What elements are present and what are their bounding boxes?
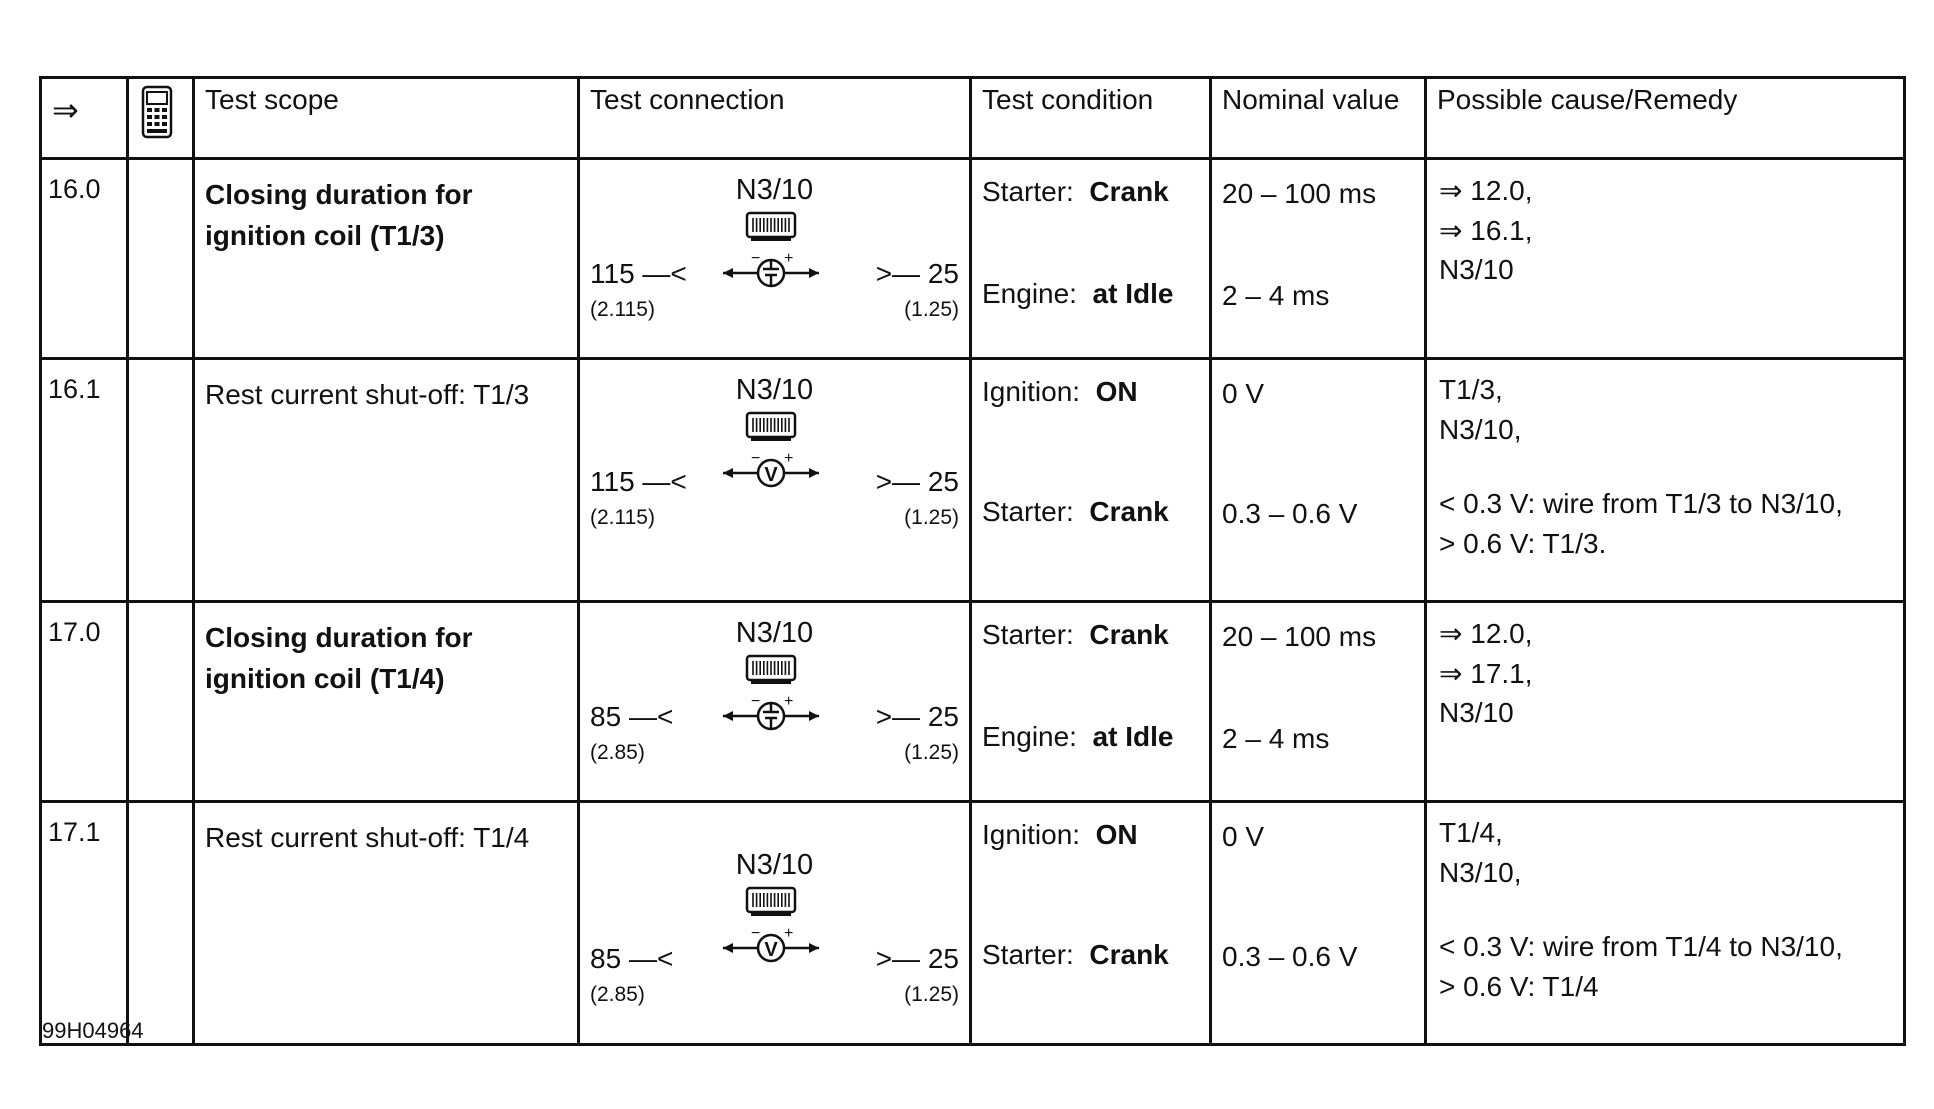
condition-line: [982, 496, 1169, 528]
left-pin-number: 85: [590, 701, 622, 732]
svg-text:V: V: [764, 464, 778, 486]
right-pin-number: 25: [927, 943, 959, 974]
condition-line: [982, 721, 1173, 753]
condition-line: [982, 176, 1169, 208]
possible-cause: [1426, 802, 1905, 1045]
meter-diagram: [721, 885, 821, 976]
nominal-line: 20 – 100 ms: [1222, 621, 1377, 652]
possible-cause: [1426, 159, 1905, 359]
right-pin: [876, 466, 959, 498]
svg-text:+: +: [784, 450, 794, 467]
plug-socket-icon: >—: [875, 258, 921, 289]
nominal-value-header: Nominal value: [1211, 78, 1426, 159]
figure-code: 99H04964: [42, 1018, 144, 1043]
test-table: [39, 76, 1906, 1046]
condition-label: Starter:: [982, 939, 1074, 970]
svg-text:V: V: [764, 939, 778, 961]
left-pin-reference: (2.85): [590, 741, 645, 764]
svg-text:+: +: [784, 693, 794, 710]
possible-cause: [1426, 602, 1905, 802]
possible-cause: [1426, 359, 1905, 602]
left-pin-reference: (2.115): [590, 298, 655, 321]
nominal-line: 0 V: [1222, 821, 1265, 852]
right-pin: [876, 943, 959, 975]
control-module-connector-icon: [747, 413, 795, 441]
plug-socket-icon: —<: [628, 701, 674, 732]
condition-value: at Idle: [1092, 278, 1174, 309]
right-pin-reference: (1.25): [904, 298, 959, 321]
right-pin-number: 25: [927, 701, 959, 732]
test-connection: [579, 802, 971, 1045]
left-pin-number: 115: [590, 258, 635, 289]
step-number: 17.1: [41, 802, 128, 1045]
nominal-value: [1211, 602, 1426, 802]
meter-diagram: [721, 210, 821, 301]
condition-value: at Idle: [1092, 721, 1174, 752]
nominal-line: 20 – 100 ms: [1222, 178, 1377, 209]
test-connection: [579, 602, 971, 802]
control-module-connector-icon: [747, 656, 795, 684]
left-pin-number: 85: [590, 943, 622, 974]
svg-text:−: −: [751, 250, 761, 267]
test-condition: [971, 802, 1211, 1045]
condition-label: Engine:: [982, 278, 1077, 309]
right-pin-reference: (1.25): [904, 741, 959, 764]
tester-cell: [128, 159, 194, 359]
left-pin-reference: (2.85): [590, 983, 645, 1006]
remedy-line: T1/3,: [1439, 374, 1503, 405]
voltmeter-icon: [723, 450, 819, 486]
condition-label: Engine:: [982, 721, 1077, 752]
nominal-line: 2 – 4 ms: [1222, 723, 1330, 754]
remedy-line: T1/4,: [1439, 817, 1503, 848]
tester-cell: [128, 359, 194, 602]
dwell-meter-icon: [723, 250, 819, 286]
goto-column-header: ⇒: [41, 78, 128, 159]
condition-label: Starter:: [982, 619, 1074, 650]
nominal-line: 0.3 – 0.6 V: [1222, 498, 1358, 529]
tester-column-header: [128, 78, 194, 159]
module-label: N3/10: [735, 617, 814, 649]
test-condition: [971, 159, 1211, 359]
remedy-line: < 0.3 V: wire from T1/4 to N3/10,: [1439, 931, 1843, 962]
svg-text:−: −: [751, 450, 761, 467]
nominal-line: 0.3 – 0.6 V: [1222, 941, 1358, 972]
right-pin-reference: (1.25): [904, 983, 959, 1006]
condition-line: [982, 619, 1169, 651]
nominal-line: 2 – 4 ms: [1222, 280, 1330, 311]
left-pin-number: 115: [590, 466, 635, 497]
remedy-line: N3/10: [1439, 697, 1514, 728]
svg-text:+: +: [784, 250, 794, 267]
nominal-value: [1211, 359, 1426, 602]
tester-cell: [128, 802, 194, 1045]
test-scope: Rest current shut-off: T1/4: [194, 802, 579, 1045]
right-pin: [876, 258, 959, 290]
left-pin: [590, 943, 673, 975]
remedy-line: > 0.6 V: T1/3.: [1439, 528, 1607, 559]
right-pin-number: 25: [927, 466, 959, 497]
test-scope: Closing duration for ignition coil (T1/3): [194, 159, 579, 359]
test-connection: [579, 359, 971, 602]
test-connection-header: Test connection: [579, 78, 971, 159]
plug-socket-icon: >—: [875, 943, 921, 974]
plug-socket-icon: —<: [628, 943, 674, 974]
module-label: N3/10: [735, 174, 814, 206]
svg-text:−: −: [751, 925, 761, 942]
remedy-line: ⇒ 12.0,: [1439, 175, 1533, 206]
condition-label: Starter:: [982, 176, 1074, 207]
test-connection: [579, 159, 971, 359]
condition-label: Ignition:: [982, 819, 1081, 850]
nominal-value: [1211, 802, 1426, 1045]
header-row: [41, 78, 1905, 159]
condition-line: [982, 278, 1173, 310]
remedy-line: N3/10,: [1439, 857, 1522, 888]
svg-text:+: +: [784, 925, 794, 942]
remedy-line: ⇒ 16.1,: [1439, 215, 1533, 246]
test-condition-header: Test condition: [971, 78, 1211, 159]
module-label: N3/10: [735, 849, 814, 881]
condition-line: [982, 939, 1169, 971]
meter-diagram: [721, 653, 821, 744]
plug-socket-icon: —<: [642, 466, 687, 497]
nominal-line: 0 V: [1222, 378, 1265, 409]
test-row: [41, 159, 1905, 359]
test-table-sheet: [39, 76, 1906, 1046]
test-scope: Rest current shut-off: T1/3: [194, 359, 579, 602]
right-pin-number: 25: [927, 258, 959, 289]
test-condition: [971, 359, 1211, 602]
condition-value: Crank: [1089, 939, 1169, 970]
plug-socket-icon: —<: [642, 258, 687, 289]
left-pin: [590, 701, 673, 733]
meter-diagram: [721, 410, 821, 501]
condition-value: Crank: [1089, 176, 1169, 207]
step-number: 17.0: [41, 602, 128, 802]
tester-cell: [128, 602, 194, 802]
test-scope: Closing duration for ignition coil (T1/4): [194, 602, 579, 802]
condition-value: Crank: [1089, 496, 1169, 527]
test-scope-header: Test scope: [194, 78, 579, 159]
left-pin: [590, 258, 687, 290]
remedy-line: > 0.6 V: T1/4: [1439, 971, 1599, 1002]
control-module-connector-icon: [747, 213, 795, 241]
plug-socket-icon: >—: [875, 466, 921, 497]
nominal-value: [1211, 159, 1426, 359]
test-row: [41, 602, 1905, 802]
remedy-line: < 0.3 V: wire from T1/3 to N3/10,: [1439, 488, 1843, 519]
step-number: 16.1: [41, 359, 128, 602]
condition-label: Ignition:: [982, 376, 1081, 407]
control-module-connector-icon: [747, 888, 795, 916]
voltmeter-icon: [723, 925, 819, 961]
condition-value: ON: [1095, 819, 1138, 850]
test-row: [41, 802, 1905, 1045]
possible-cause-header: Possible cause/Remedy: [1426, 78, 1905, 159]
handheld-tester-icon: [137, 85, 177, 139]
condition-value: ON: [1095, 376, 1138, 407]
left-pin: [590, 466, 687, 498]
svg-text:−: −: [751, 693, 761, 710]
remedy-line: N3/10: [1439, 254, 1514, 285]
condition-line: [982, 819, 1138, 851]
test-row: [41, 359, 1905, 602]
condition-label: Starter:: [982, 496, 1074, 527]
right-pin-reference: (1.25): [904, 506, 959, 529]
right-pin: [876, 701, 959, 733]
remedy-line: N3/10,: [1439, 414, 1522, 445]
step-number: 16.0: [41, 159, 128, 359]
dwell-meter-icon: [723, 693, 819, 729]
condition-value: Crank: [1089, 619, 1169, 650]
condition-line: [982, 376, 1138, 408]
remedy-line: ⇒ 12.0,: [1439, 618, 1533, 649]
plug-socket-icon: >—: [875, 701, 921, 732]
module-label: N3/10: [735, 374, 814, 406]
left-pin-reference: (2.115): [590, 506, 655, 529]
remedy-line: ⇒ 17.1,: [1439, 658, 1533, 689]
test-condition: [971, 602, 1211, 802]
